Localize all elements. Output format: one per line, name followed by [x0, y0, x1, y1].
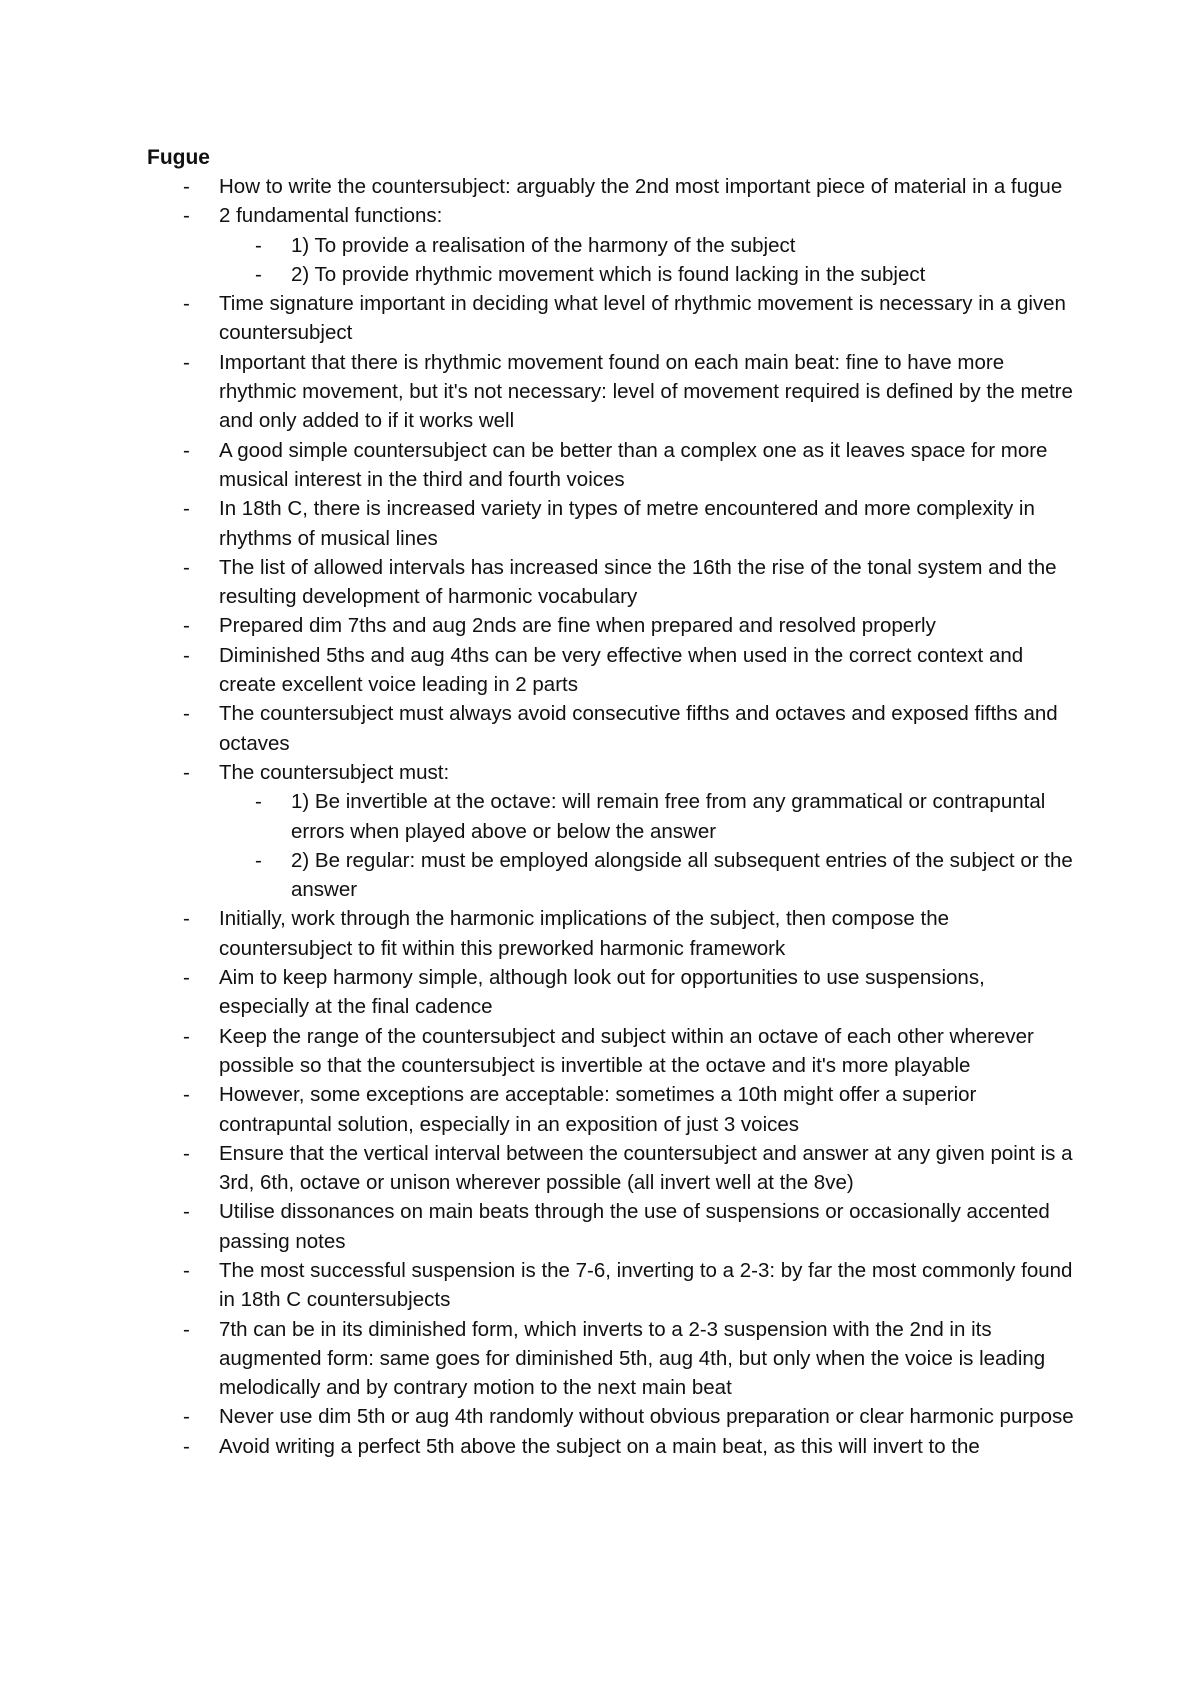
dash-bullet: -: [183, 966, 190, 990]
list-item: [147, 348, 1077, 436]
list-item: [147, 611, 1077, 640]
dash-bullet: -: [183, 555, 190, 579]
dash-bullet: -: [183, 1258, 190, 1282]
list-item: [147, 1432, 1077, 1461]
list-item-text: Never use dim 5th or aug 4th randomly without obvious preparation or clear harmonic purpose: [219, 1405, 1074, 1429]
dash-bullet: -: [255, 262, 262, 286]
list-item-text: Keep the range of the countersubject and subject within an octave of each other wherever possible so that the countersubject is invertible at the octave and it's more playable: [219, 1024, 1034, 1077]
dash-bullet: -: [183, 350, 190, 374]
sub-bullet-list: [219, 231, 1077, 290]
list-item-text: Important that there is rhythmic movement found on each main beat: fine to have more rhythmic movement, but it's not necessary: level of movement required is defined by the metre and only added to if it works well: [219, 350, 1073, 433]
dash-bullet: -: [183, 175, 190, 198]
sub-list-item: [219, 231, 1077, 260]
dash-bullet: -: [183, 1434, 190, 1458]
list-item: [147, 436, 1077, 495]
list-item-text: Diminished 5ths and aug 4ths can be very effective when used in the correct context and create excellent voice leading in 2 parts: [219, 643, 1024, 697]
dash-bullet: -: [255, 848, 262, 872]
sub-list-item: [219, 787, 1077, 846]
list-item-text: The countersubject must:: [219, 760, 450, 784]
sub-list-item-text: 1) Be invertible at the octave: will remain free from any grammatical or contrapuntal errors when played above or below the answer: [291, 790, 1046, 843]
dash-bullet: -: [183, 1405, 190, 1429]
bullet-list: [147, 172, 1077, 1461]
dash-bullet: -: [183, 292, 190, 316]
list-item: [147, 1315, 1077, 1403]
list-item: [147, 758, 1077, 904]
list-item-text: How to write the countersubject: arguably the 2nd most important piece of material in a fugue: [219, 175, 1063, 198]
dash-bullet: -: [183, 1024, 190, 1048]
dash-bullet: -: [183, 907, 190, 931]
list-item-text: The most successful suspension is the 7-6, inverting to a 2-3: by far the most commonly found in 18th C countersubjects: [219, 1258, 1073, 1312]
dash-bullet: -: [255, 233, 262, 257]
dash-bullet: -: [183, 1083, 190, 1107]
sub-bullet-list: [219, 787, 1077, 904]
list-item-text: Utilise dissonances on main beats through the use of suspensions or occasionally accented passing notes: [219, 1200, 1050, 1253]
list-item-text: In 18th C, there is increased variety in types of metre encountered and more complexity in rhythms of musical lines: [219, 497, 1035, 550]
dash-bullet: -: [183, 204, 190, 228]
list-item: [147, 1197, 1077, 1256]
dash-bullet: -: [183, 702, 190, 726]
list-item: [147, 641, 1077, 700]
list-item: [147, 1139, 1077, 1198]
dash-bullet: -: [183, 760, 190, 784]
list-item-text: Aim to keep harmony simple, although look out for opportunities to use suspensions, especially at the final cadence: [219, 966, 985, 1019]
list-item: [147, 1402, 1077, 1431]
list-item: [147, 201, 1077, 289]
dash-bullet: -: [183, 1200, 190, 1224]
list-item: [147, 553, 1077, 612]
document-title: Fugue: [147, 146, 210, 169]
sub-list-item-text: 2) Be regular: must be employed alongside all subsequent entries of the subject or the answer: [291, 848, 1073, 902]
dash-bullet: -: [183, 1317, 190, 1341]
list-item: [147, 699, 1077, 758]
list-item: [147, 904, 1077, 963]
dash-bullet: -: [183, 643, 190, 667]
dash-bullet: -: [183, 438, 190, 462]
list-item: [147, 289, 1077, 348]
list-item: [147, 1256, 1077, 1315]
list-item-text: Ensure that the vertical interval between the countersubject and answer at any given point is a 3rd, 6th, octave or unison wherever possible (all invert well at the 8ve): [219, 1141, 1073, 1195]
list-item-text: Avoid writing a perfect 5th above the subject on a main beat, as this will invert to the: [219, 1434, 980, 1458]
list-item-text: Prepared dim 7ths and aug 2nds are fine when prepared and resolved properly: [219, 614, 936, 638]
list-item: [147, 963, 1077, 1022]
sub-list-item: [219, 846, 1077, 905]
list-item-text: The list of allowed intervals has increased since the 16th the rise of the tonal system and the resulting development of harmonic vocabulary: [219, 555, 1057, 609]
list-item: [147, 1080, 1077, 1139]
dash-bullet: -: [183, 497, 190, 521]
document-page: [147, 143, 1077, 1461]
list-item-text: Initially, work through the harmonic implications of the subject, then compose the countersubject to fit within this preworked harmonic framework: [219, 907, 950, 960]
list-item-text: The countersubject must always avoid consecutive fifths and octaves and exposed fifths and octaves: [219, 702, 1058, 755]
sub-list-item-text: 1) To provide a realisation of the harmony of the subject: [291, 233, 796, 257]
dash-bullet: -: [183, 614, 190, 638]
dash-bullet: -: [255, 790, 262, 814]
list-item: [147, 1022, 1077, 1081]
list-item: [147, 172, 1077, 201]
sub-list-item-text: 2) To provide rhythmic movement which is found lacking in the subject: [291, 262, 926, 286]
sub-list-item: [219, 260, 1077, 289]
list-item-text: Time signature important in deciding what level of rhythmic movement is necessary in a given countersubject: [219, 292, 1066, 345]
list-item-text: 2 fundamental functions:: [219, 204, 443, 228]
list-item: [147, 494, 1077, 553]
list-item-text: A good simple countersubject can be better than a complex one as it leaves space for more musical interest in the third and fourth voices: [219, 438, 1048, 491]
dash-bullet: -: [183, 1141, 190, 1165]
list-item-text: However, some exceptions are acceptable: sometimes a 10th might offer a superior contrapuntal solution, especially in an exposition of just 3 voices: [219, 1083, 977, 1136]
list-item-text: 7th can be in its diminished form, which inverts to a 2-3 suspension with the 2nd in its augmented form: same goes for diminished 5th, aug 4th, but only when the voice is leading melodically and by contrary motion to the next main beat: [219, 1317, 1046, 1400]
